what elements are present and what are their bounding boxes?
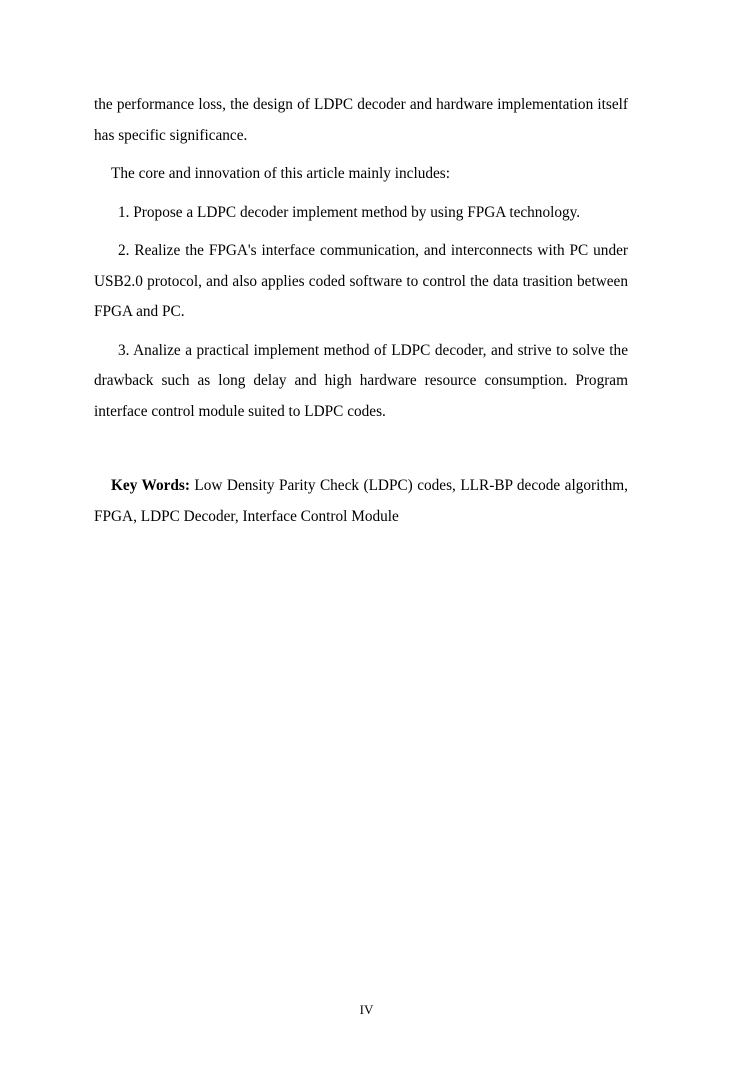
innovation-item-2: 2. Realize the FPGA's interface communication, and interconnects with PC under USB2.0 protocol, and also applies coded software to control the data trasition between FPGA and PC. xyxy=(94,242,628,320)
page-body xyxy=(94,90,628,540)
keywords-label: Key Words: xyxy=(111,477,190,494)
innovation-item-3: 3. Analize a practical implement method of LDPC decoder, and strive to solve the drawback such as long delay and high hardware resource consumption. Program interface control module suited to LDPC codes. xyxy=(94,341,628,420)
innovations-intro: The core and innovation of this article mainly includes: xyxy=(111,165,450,182)
abstract-paragraph-continuation: the performance loss, the design of LDPC decoder and hardware implementation itself has specific significance. xyxy=(94,96,628,144)
page-number: IV xyxy=(359,1002,374,1017)
keywords-text: Low Density Parity Check (LDPC) codes, LLR-BP decode algorithm, FPGA, LDPC Decoder, Interface Control Module xyxy=(94,477,628,525)
innovation-item-1: 1. Propose a LDPC decoder implement method by using FPGA technology. xyxy=(118,203,581,221)
keywords-paragraph xyxy=(94,471,628,532)
